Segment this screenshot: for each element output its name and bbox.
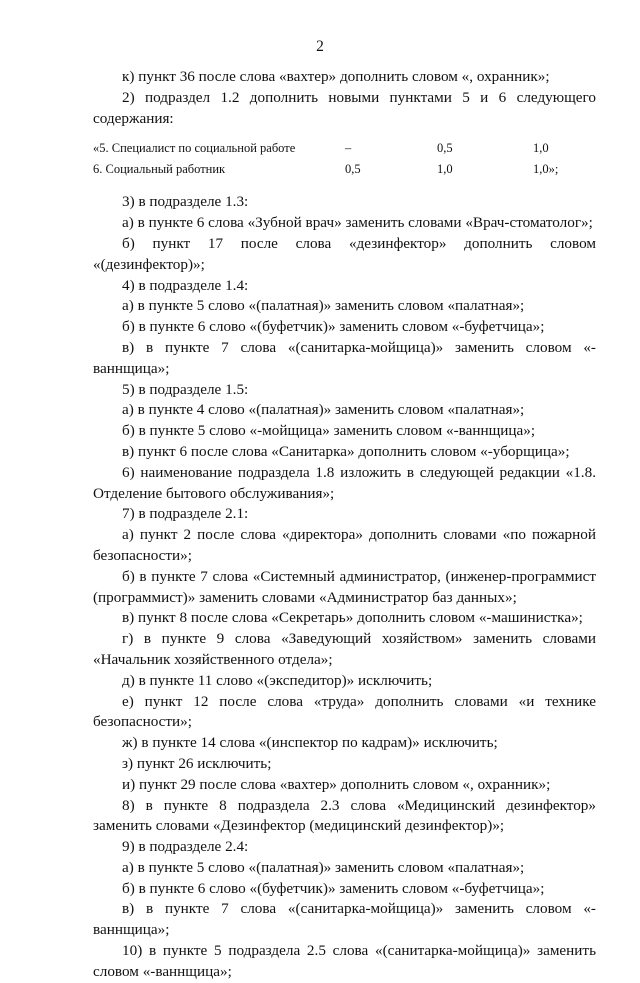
amendment-paragraph: б) в пункте 6 слово «(буфетчик)» заменить словом «-буфетчица»; xyxy=(122,879,545,897)
amendment-paragraph: б) в пункте 6 слово «(буфетчик)» заменить словом «-буфетчица»; xyxy=(122,318,545,336)
amendment-paragraph: б) пункт 17 после слова «дезинфектор» дополнить словом «(дезинфектор)»; xyxy=(93,234,596,273)
amendment-paragraph: 4) в подразделе 1.4: xyxy=(122,276,249,294)
table-row xyxy=(93,159,596,180)
amendment-paragraph: б) в пункте 5 слово «-мойщица» заменить словом «-ваннщица»; xyxy=(122,422,536,440)
amendment-paragraph: е) пункт 12 после слова «труда» дополнить словами «и технике безопасности»; xyxy=(93,692,596,731)
amendment-paragraph: а) в пункте 5 слово «(палатная)» заменить словом «палатная»; xyxy=(122,858,525,876)
amendment-paragraph: в) пункт 8 после слова «Секретарь» дополнить словом «-машинистка»; xyxy=(122,609,583,627)
amendment-paragraph: в) пункт 6 после слова «Санитарка» дополнить словом «-уборщица»; xyxy=(122,442,570,460)
amendment-paragraph: 8) в пункте 8 подраздела 2.3 слова «Медицинский дезинфектор» заменить словами «Дезинфектор (медицинский дезинфектор)»; xyxy=(93,796,596,835)
amendment-paragraph: а) пункт 2 после слова «директора» дополнить словами «по пожарной безопасности»; xyxy=(93,526,596,564)
amendment-paragraph: и) пункт 29 после слова «вахтер» дополнить словом «, охранник»; xyxy=(122,775,551,793)
amendment-paragraph: 10) в пункте 5 подраздела 2.5 слова «(санитарка-мойщица)» заменить словом «-ваннщица»; xyxy=(93,942,596,980)
amendment-paragraph: з) пункт 26 исключить; xyxy=(122,754,272,772)
amendment-paragraph: 6) наименование подраздела 1.8 изложить в следующей редакции «1.8. Отделение бытового обслуживания»; xyxy=(93,463,596,502)
table-cell-value: – xyxy=(345,141,352,156)
amendment-paragraph: к) пункт 36 после слова «вахтер» дополнить словом «, охранник»; xyxy=(122,68,550,85)
amendment-paragraph: 2) подраздел 1.2 дополнить новыми пунктами 5 и 6 следующего содержания: xyxy=(93,88,596,127)
page-number: 2 xyxy=(316,38,324,55)
table-cell-value: 1,0 xyxy=(437,162,453,177)
amendment-paragraph: 7) в подразделе 2.1: xyxy=(122,505,249,523)
amendment-paragraph: а) в пункте 5 слово «(палатная)» заменить словом «палатная»; xyxy=(122,297,525,315)
document-body xyxy=(93,67,596,983)
amendment-paragraph: а) в пункте 6 слова «Зубной врач» заменить словами «Врач-стоматолог»; xyxy=(122,214,593,232)
table-cell-value: 1,0 xyxy=(533,141,549,156)
table-row xyxy=(93,138,596,159)
table-cell-value: 0,5 xyxy=(437,141,453,156)
table-cell-position: 6. Социальный работник xyxy=(93,162,226,177)
amendment-paragraph: б) в пункте 7 слова «Системный администратор, (инженер-программист (программист)» заменить словами «Администратор баз данных»; xyxy=(93,567,596,606)
amendment-paragraph: 5) в подразделе 1.5: xyxy=(122,380,249,398)
amendment-paragraph: д) в пункте 11 слово «(экспедитор)» исключить; xyxy=(122,671,433,689)
amendment-paragraph: в) в пункте 7 слова «(санитарка-мойщица)» заменить словом «-ваннщица»; xyxy=(93,338,596,377)
table-cell-value: 0,5 xyxy=(345,162,361,177)
amendment-paragraph: ж) в пункте 14 слова «(инспектор по кадрам)» исключить; xyxy=(122,734,498,752)
amendment-paragraph: г) в пункте 9 слова «Заведующий хозяйством» заменить словами «Начальник хозяйственного отдела»; xyxy=(93,630,596,668)
amendment-paragraph: 9) в подразделе 2.4: xyxy=(122,838,249,856)
amendment-paragraph: а) в пункте 4 слово «(палатная)» заменить словом «палатная»; xyxy=(122,401,525,419)
staff-table xyxy=(93,138,596,180)
table-cell-position: «5. Специалист по социальной работе xyxy=(93,141,296,156)
amendment-paragraph: 3) в подразделе 1.3: xyxy=(122,193,249,211)
amendment-paragraph: в) в пункте 7 слова «(санитарка-мойщица)» заменить словом «-ваннщица»; xyxy=(93,900,596,939)
table-cell-value: 1,0»; xyxy=(533,162,559,177)
